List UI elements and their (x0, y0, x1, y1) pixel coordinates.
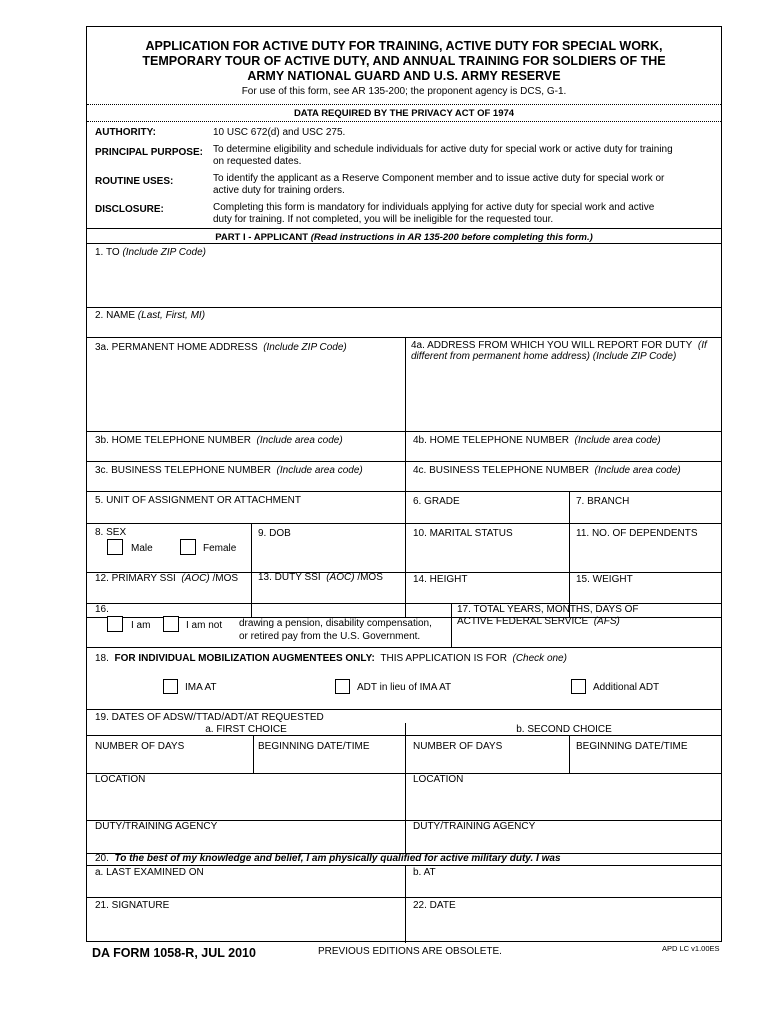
first-begin-label: BEGINNING DATE/TIME (258, 741, 370, 752)
field-2-name-label: 2. NAME (Last, First, MI) (95, 310, 206, 321)
routine-uses-text-2: active duty for training orders. (213, 185, 345, 196)
divider (87, 735, 721, 736)
female-checkbox[interactable] (180, 539, 196, 555)
field-17-input[interactable] (453, 629, 721, 645)
application-form (86, 26, 722, 942)
first-agency-label: DUTY/TRAINING AGENCY (95, 821, 218, 832)
field-1-to-label: 1. TO (Include ZIP Code) (95, 247, 206, 258)
field-18-label: 18. FOR INDIVIDUAL MOBILIZATION AUGMENTEES ONLY: THIS APPLICATION IS FOR (Check one) (95, 653, 567, 664)
column-divider (253, 735, 254, 773)
routine-uses-text-1: To identify the applicant as a Reserve Component member and to issue active duty for special work or (213, 173, 665, 184)
divider (87, 709, 721, 710)
divider (87, 773, 721, 774)
form-number: DA FORM 1058-R, JUL 2010 (92, 946, 256, 960)
second-days-input[interactable] (407, 753, 567, 771)
column-divider (405, 865, 406, 943)
divider (87, 307, 721, 308)
signature-input[interactable] (87, 912, 403, 940)
field-2-name-input[interactable] (87, 322, 721, 336)
purpose-label: PRINCIPAL PURPOSE: (95, 147, 203, 158)
routine-uses-label: ROUTINE USES: (95, 176, 174, 187)
first-days-label: NUMBER OF DAYS (95, 741, 185, 752)
first-begin-input[interactable] (255, 753, 403, 771)
field-1-to-input[interactable] (87, 244, 721, 306)
additional-adt-label: Additional ADT (593, 682, 660, 693)
signature-label: 21. SIGNATURE (95, 900, 170, 911)
field-16-text-1: drawing a pension, disability compensation, (239, 618, 432, 629)
i-am-not-checkbox[interactable] (163, 616, 179, 632)
male-label: Male (131, 543, 153, 554)
field-4b-label: 4b. HOME TELEPHONE NUMBER (Include area code) (413, 435, 661, 446)
field-3b-input[interactable] (87, 447, 403, 459)
field-6-input[interactable] (407, 508, 567, 521)
field-19-label: 19. DATES OF ADSW/TTAD/ADT/AT REQUESTED (95, 712, 324, 723)
field-11-input[interactable] (571, 540, 721, 570)
divider (87, 121, 721, 122)
field-7-input[interactable] (571, 508, 721, 521)
second-begin-input[interactable] (571, 753, 721, 771)
male-checkbox[interactable] (107, 539, 123, 555)
i-am-checkbox[interactable] (107, 616, 123, 632)
field-9-label: 9. DOB (258, 528, 291, 539)
divider (87, 461, 721, 462)
field-5-input[interactable] (87, 507, 403, 521)
adt-in-lieu-label: ADT in lieu of IMA AT (357, 682, 452, 693)
field-4b-input[interactable] (407, 447, 721, 459)
female-label: Female (203, 543, 237, 554)
second-location-label: LOCATION (413, 774, 464, 785)
divider (87, 491, 721, 492)
field-13-input[interactable] (253, 585, 403, 615)
purpose-text-2: on requested dates. (213, 156, 302, 167)
field-4c-input[interactable] (407, 477, 721, 489)
field-4a-input[interactable] (407, 365, 721, 429)
field-3b-label: 3b. HOME TELEPHONE NUMBER (Include area code) (95, 435, 343, 446)
form-title-line-2: TEMPORARY TOUR OF ACTIVE DUTY, AND ANNUAL TRAINING FOR SOLDIERS OF THE (142, 54, 666, 68)
field-10-input[interactable] (407, 540, 567, 570)
divider (87, 865, 721, 866)
field-14-label: 14. HEIGHT (413, 574, 468, 585)
field-3c-label: 3c. BUSINESS TELEPHONE NUMBER (Include area code) (95, 465, 363, 476)
divider (87, 897, 721, 898)
field-16-text-2: or retired pay from the U.S. Government. (239, 631, 421, 642)
column-divider (405, 723, 406, 854)
first-days-input[interactable] (87, 753, 251, 771)
field-12-label: 12. PRIMARY SSI (AOC) /MOS (95, 573, 239, 584)
field-3c-input[interactable] (87, 477, 403, 489)
version-label: APD LC v1.00ES (662, 944, 720, 953)
additional-adt-checkbox[interactable] (571, 679, 586, 694)
second-location-input[interactable] (407, 786, 721, 818)
divider (87, 104, 721, 105)
field-13-label: 13. DUTY SSI (AOC) /MOS (258, 572, 383, 583)
form-title-line-3: ARMY NATIONAL GUARD AND U.S. ARMY RESERVE (247, 69, 561, 83)
second-begin-label: BEGINNING DATE/TIME (576, 741, 688, 752)
i-am-not-label: I am not (186, 620, 223, 631)
first-location-input[interactable] (87, 786, 403, 818)
examined-at-input[interactable] (407, 879, 721, 895)
field-5-label: 5. UNIT OF ASSIGNMENT OR ATTACHMENT (95, 495, 301, 506)
field-6-label: 6. GRADE (413, 496, 460, 507)
authority-text: 10 USC 672(d) and USC 275. (213, 127, 346, 138)
field-20-label: 20. To the best of my knowledge and belief, I am physically qualified for active military duty. I was (95, 853, 561, 864)
field-17-label-1: 17. TOTAL YEARS, MONTHS, DAYS OF (457, 604, 639, 615)
field-8-label: 8. SEX (95, 527, 127, 538)
purpose-text-1: To determine eligibility and schedule individuals for active duty for special work or active duty for training (213, 144, 673, 155)
first-agency-input[interactable] (87, 833, 403, 853)
adt-in-lieu-checkbox[interactable] (335, 679, 350, 694)
divider (87, 523, 721, 524)
last-examined-label: a. LAST EXAMINED ON (95, 867, 204, 878)
second-days-label: NUMBER OF DAYS (413, 741, 503, 752)
field-7-label: 7. BRANCH (576, 496, 630, 507)
first-choice-heading: a. FIRST CHOICE (205, 724, 287, 735)
field-4c-label: 4c. BUSINESS TELEPHONE NUMBER (Include area code) (413, 465, 681, 476)
column-divider (451, 603, 452, 647)
examined-at-label: b. AT (413, 867, 436, 878)
field-15-label: 15. WEIGHT (576, 574, 633, 585)
divider (87, 337, 721, 338)
last-examined-input[interactable] (87, 879, 403, 895)
ima-at-label: IMA AT (185, 682, 217, 693)
i-am-label: I am (131, 620, 151, 631)
field-4a-hint: different from permanent home address) (Include ZIP Code) (411, 351, 677, 362)
second-choice-heading: b. SECOND CHOICE (516, 724, 612, 735)
field-16-label: 16. (95, 604, 109, 615)
date-label: 22. DATE (413, 900, 456, 911)
column-divider (569, 735, 570, 773)
part1-heading-bold: PART I - APPLICANT (215, 232, 309, 243)
disclosure-text-2: duty for training. If not completed, you will be ineligible for the requested tour. (213, 214, 554, 225)
divider (87, 647, 721, 648)
divider (87, 228, 721, 229)
form-title-line-1: APPLICATION FOR ACTIVE DUTY FOR TRAINING, ACTIVE DUTY FOR SPECIAL WORK, (145, 39, 663, 53)
divider (87, 603, 721, 604)
form-subtitle: For use of this form, see AR 135-200; the proponent agency is DCS, G-1. (241, 86, 567, 97)
privacy-heading: DATA REQUIRED BY THE PRIVACY ACT OF 1974 (293, 108, 515, 119)
ima-at-checkbox[interactable] (163, 679, 178, 694)
divider (87, 431, 721, 432)
column-divider (405, 337, 406, 617)
field-11-label: 11. NO. OF DEPENDENTS (576, 528, 698, 539)
part1-heading-italic: (Read instructions in AR 135-200 before completing this form.) (310, 232, 593, 243)
field-12-input[interactable] (87, 585, 249, 615)
field-4a-label: 4a. ADDRESS FROM WHICH YOU WILL REPORT FOR DUTY (If (411, 340, 707, 351)
disclosure-label: DISCLOSURE: (95, 204, 164, 215)
form-title (87, 39, 721, 84)
second-agency-input[interactable] (407, 833, 721, 853)
authority-label: AUTHORITY: (95, 127, 156, 138)
column-divider (569, 491, 570, 617)
obsolete-notice: PREVIOUS EDITIONS ARE OBSOLETE. (318, 946, 502, 957)
disclosure-text-1: Completing this form is mandatory for individuals applying for active duty for special work and active (213, 202, 655, 213)
part1-heading (87, 232, 721, 243)
field-9-input[interactable] (253, 540, 403, 570)
field-3a-input[interactable] (87, 355, 403, 429)
field-17-label-2: ACTIVE FEDERAL SERVICE (AFS) (457, 616, 620, 627)
date-input[interactable] (407, 912, 721, 940)
second-agency-label: DUTY/TRAINING AGENCY (413, 821, 536, 832)
first-location-label: LOCATION (95, 774, 146, 785)
field-10-label: 10. MARITAL STATUS (413, 528, 513, 539)
field-3a-label: 3a. PERMANENT HOME ADDRESS (Include ZIP Code) (95, 342, 347, 353)
